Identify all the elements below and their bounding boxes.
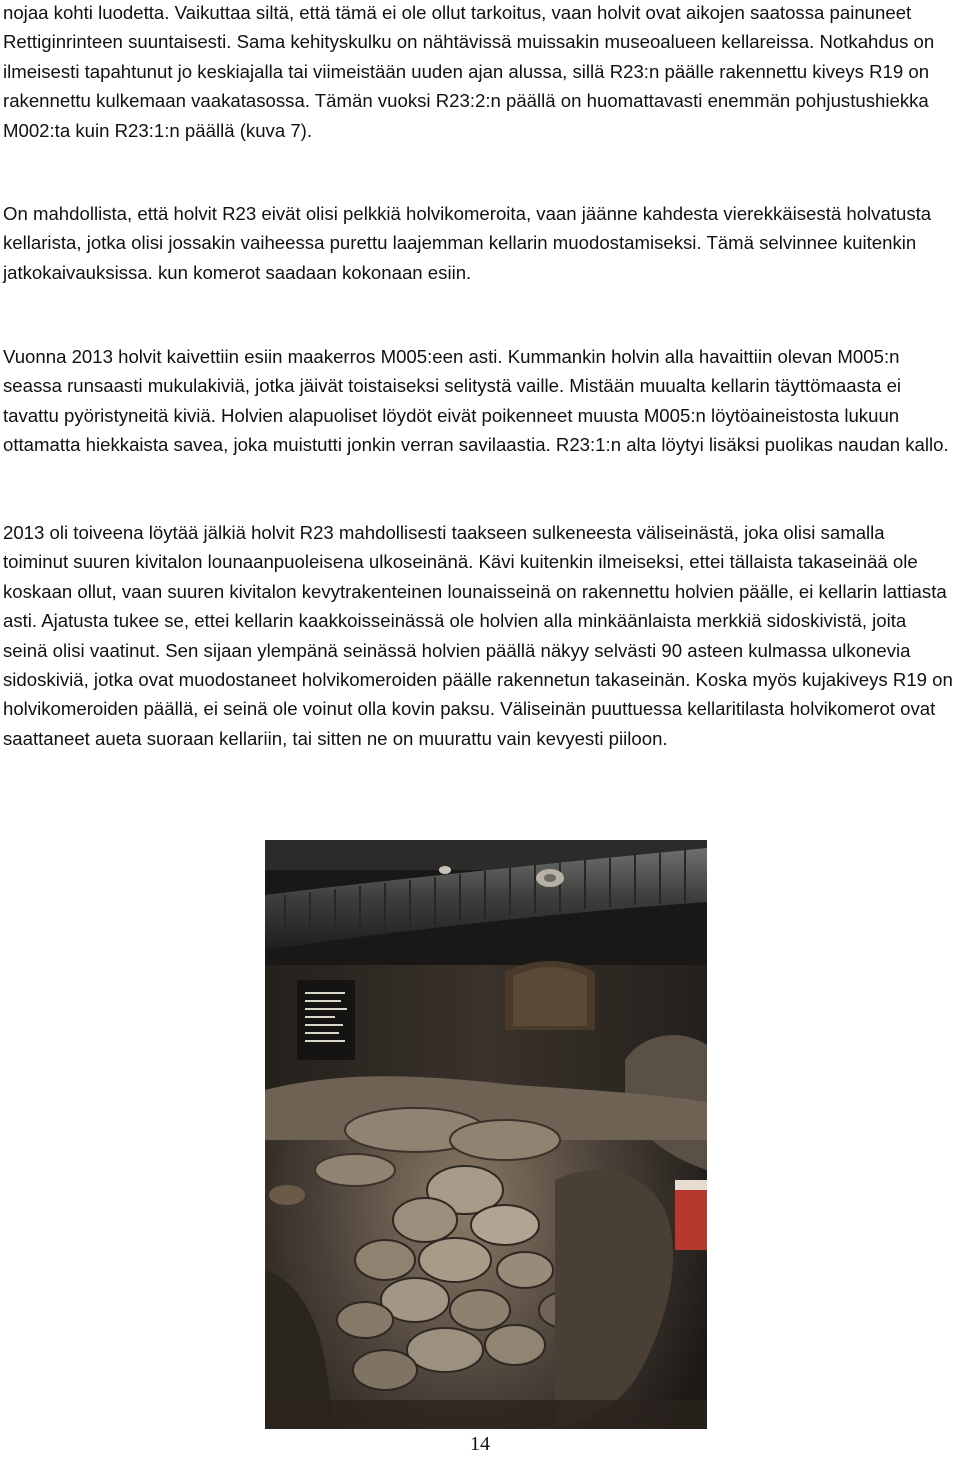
excavation-photo [265, 840, 707, 1429]
paragraph-valiseina: 2013 oli toiveena löytää jälkiä holvit R23 mahdollisesti taakseen sulkeneesta väliseinästä, joka olisi samalla toiminut suuren kivitalon lounaanpuoleisena ulkoseinänä. Kävi kuitenkin ilmeiseksi, ettei tällaista takaseinää ole koskaan ollut, vaan suuren kivitalon kevytrakenteinen lounaisseinä on rakennettu holvien päälle, ei kellarin lattiasta asti. Ajatusta tukee se, ettei kellarin kaakkoisseinässä ole holvien alla minkäänlaista merkkiä sidoskivistä, joita seinä olisi vaatinut. Sen sijaan ylempänä seinässä holvien päällä näkyy selvästi 90 asteen kulmassa ulkonevia sidoskiviä, jotka ovat muodostaneet holvikomeroiden päälle rakennetun takaseinän. Koska myös kujakiveys R19 on holvikomeroiden päällä, ei seinä ole voinut olla kovin paksu. Väliseinän puuttuessa kellaritilasta holvikomerot ovat saattaneet aueta suoraan kellariin, tai sitten ne on muurattu vain kevyesti piiloon. [3, 522, 953, 749]
paragraph-kaivaus-2013: Vuonna 2013 holvit kaivettiin esiin maakerros M005:een asti. Kummankin holvin alla havaittiin olevan M005:n seassa runsaasti mukulakiviä, jotka jäivät toistaiseksi selitystä vaille. Mistään muualta kellarin täyttömaasta ei tavattu pyöristyneitä kiviä. Holvien alapuoliset löydöt eivät poikenneet muusta M005:n löytöaineistosta lukuun ottamatta hiekkaista savea, joka muistutti jonkin verran savilaastia. R23:1:n alta löytyi lisäksi puolikas naudan kallo. [3, 346, 949, 456]
paragraph-notkahdus: nojaa kohti luodetta. Vaikuttaa siltä, että tämä ei ole ollut tarkoitus, vaan holvit ovat aikojen saatossa painuneet Rettiginrinteen suuntaisesti. Sama kehityskulku on nähtävissä muissakin museoalueen kellareissa. Notkahdus on ilmeisesti tapahtunut jo keskiajalla tai viimeistään uuden ajan alussa, sillä R23:n päälle rakennettu kiveys R19 on rakennettu kulkemaan vaakatasossa. Tämän vuoksi R23:2:n päällä on huomattavasti enemmän pohjustushiekka M002:ta kuin R23:1:n päällä (kuva 7). [3, 2, 935, 141]
paragraph-holvikomerot: On mahdollista, että holvit R23 eivät olisi pelkkiä holvikomeroita, vaan jäänne kahdesta vierekkäisestä holvatusta kellarista, jotka olisi jossakin vaiheessa purettu laajemman kellarin muodostamiseksi. Tämä selvinnee kuitenkin jatkokaivauksissa. kun komerot saadaan kokonaan esiin. [3, 203, 932, 283]
page-number: 14 [470, 1433, 490, 1455]
